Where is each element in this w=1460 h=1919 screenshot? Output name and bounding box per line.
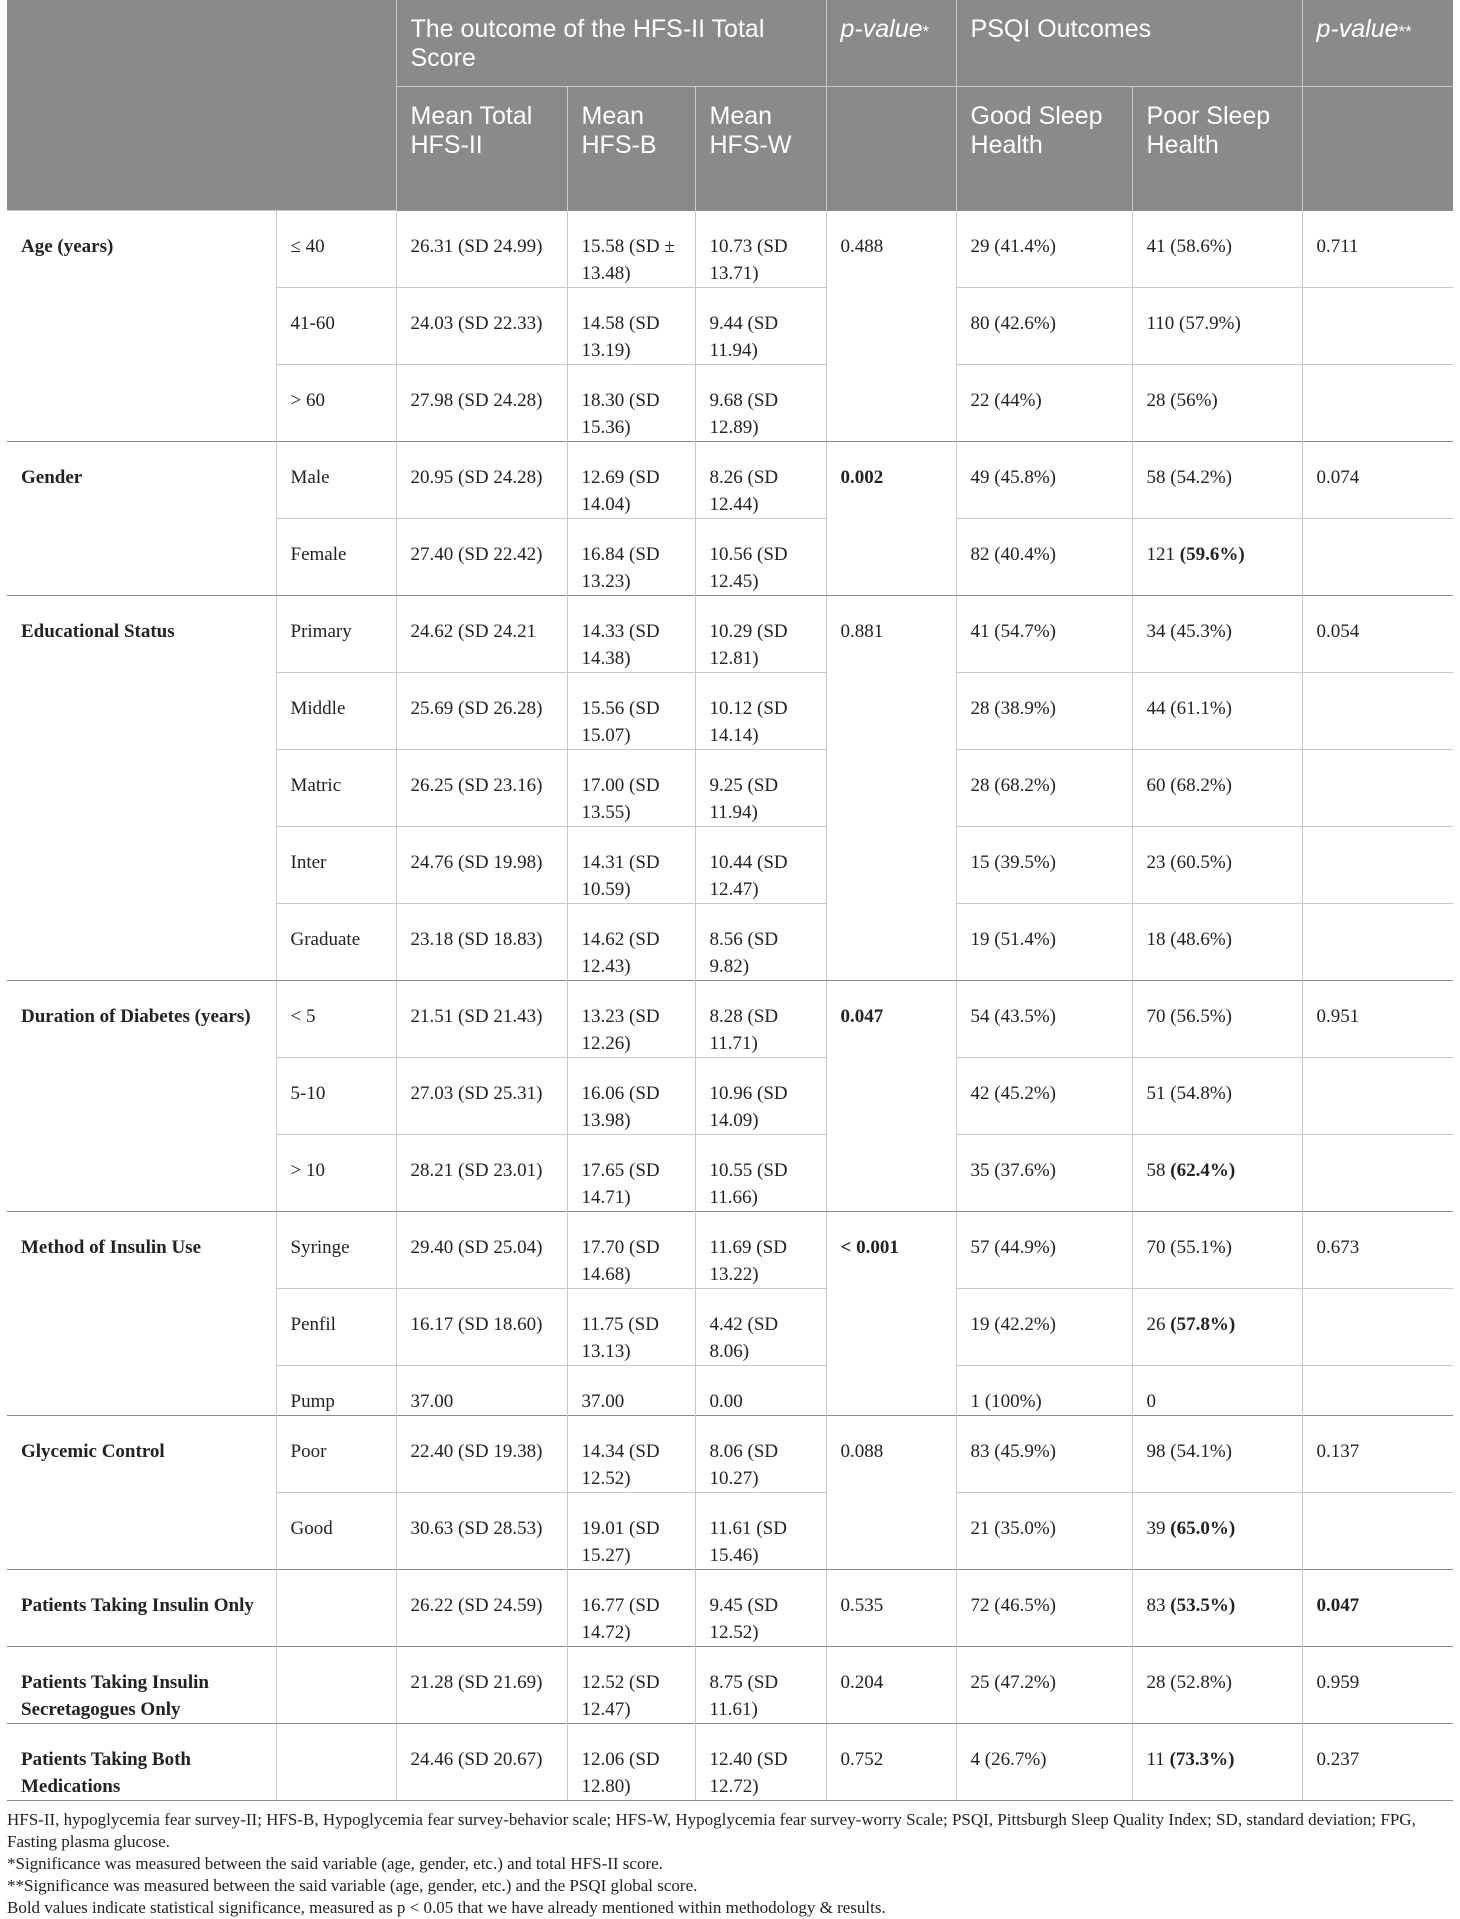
cell-poor-sleep [1132,1135,1302,1212]
footnote-single-asterisk: *Significance was measured between the said variable (age, gender, etc.) and total HFS-II score. [7,1854,663,1873]
poor-sleep-count: 41 (58.6%) [1146,236,1232,257]
poor-sleep-count: 0 [1146,1391,1157,1412]
cell-mean-total: 22.40 (SD 19.38) [396,1416,567,1493]
cell-good-sleep: 28 (38.9%) [956,673,1132,750]
cell-mean-hfs-b: 13.23 (SD 12.26) [567,981,695,1058]
cell-mean-total: 27.03 (SD 25.31) [396,1058,567,1135]
cell-p-value-hfs [826,211,956,442]
table-row [7,1416,1453,1493]
row-group-label: Patients Taking Insulin Only [7,1570,276,1647]
cell-mean-hfs-w: 9.25 (SD 11.94) [695,750,826,827]
cell-mean-total: 37.00 [396,1366,567,1416]
row-category: 41-60 [276,288,396,365]
cell-mean-total: 26.31 (SD 24.99) [396,211,567,288]
footnote-bold-values: Bold values indicate statistical significance, measured as p < 0.05 that we have already mentioned within methodology & results. [7,1898,886,1917]
poor-sleep-percent-value: 73.3% [1175,1749,1229,1770]
cell-good-sleep: 41 (54.7%) [956,596,1132,673]
header-poor-sleep: Poor Sleep Health [1132,87,1302,211]
cell-mean-hfs-b: 37.00 [567,1366,695,1416]
cell-p-value-hfs [826,596,956,981]
cell-p-value-psqi [1302,673,1453,750]
table-row [7,1647,1453,1724]
cell-p-value-psqi [1302,1366,1453,1416]
cell-mean-total: 27.98 (SD 24.28) [396,365,567,442]
cell-good-sleep: 19 (42.2%) [956,1289,1132,1366]
poor-sleep-count: 70 (56.5%) [1146,1006,1232,1027]
cell-p-value-psqi [1302,1647,1453,1724]
poor-sleep-count: 18 (48.6%) [1146,929,1232,950]
table-row [7,442,1453,519]
cell-p-value-psqi [1302,1416,1453,1493]
header-good-sleep: Good Sleep Health [956,87,1132,211]
header-psqi-group: PSQI Outcomes [956,0,1302,87]
cell-p-value-psqi [1302,904,1453,981]
cell-p-value-psqi [1302,1493,1453,1570]
header-p-value-2-label: p-value [1316,15,1399,43]
poor-sleep-count: 28 (56%) [1146,390,1218,411]
cell-mean-hfs-b: 18.30 (SD 15.36) [567,365,695,442]
cell-mean-hfs-w: 10.96 (SD 14.09) [695,1058,826,1135]
p-value-hfs-text: 0.204 [840,1672,884,1693]
cell-good-sleep: 83 (45.9%) [956,1416,1132,1493]
cell-mean-hfs-b: 14.34 (SD 12.52) [567,1416,695,1493]
header-p-value-2 [1302,0,1453,87]
cell-good-sleep: 82 (40.4%) [956,519,1132,596]
poor-sleep-count: 58 [1146,1160,1166,1181]
cell-good-sleep: 25 (47.2%) [956,1647,1132,1724]
cell-mean-hfs-b: 16.84 (SD 13.23) [567,519,695,596]
results-table-container [7,0,1453,1919]
cell-mean-total: 24.62 (SD 24.21 [396,596,567,673]
poor-sleep-percent-value: 53.5% [1176,1595,1229,1616]
poor-sleep-count: 51 (54.8%) [1146,1083,1232,1104]
poor-sleep-count: 70 (55.1%) [1146,1237,1232,1258]
cell-p-value-psqi [1302,519,1453,596]
row-category: Middle [276,673,396,750]
row-category [276,1570,396,1647]
cell-good-sleep: 57 (44.9%) [956,1212,1132,1289]
header-blank [7,0,396,211]
poor-sleep-count: 98 (54.1%) [1146,1441,1232,1462]
poor-sleep-count: 58 (54.2%) [1146,467,1232,488]
row-group-label: Method of Insulin Use [7,1212,276,1416]
cell-good-sleep: 15 (39.5%) [956,827,1132,904]
cell-p-value-hfs [826,1570,956,1647]
table-row [7,1570,1453,1647]
cell-poor-sleep [1132,904,1302,981]
row-category: > 10 [276,1135,396,1212]
row-category: Penfil [276,1289,396,1366]
header-p-value-1-label: p-value [840,15,923,43]
cell-poor-sleep [1132,1289,1302,1366]
cell-mean-total: 16.17 (SD 18.60) [396,1289,567,1366]
row-category: 5-10 [276,1058,396,1135]
cell-mean-hfs-w: 10.12 (SD 14.14) [695,673,826,750]
cell-p-value-psqi [1302,1212,1453,1289]
cell-mean-hfs-b: 17.65 (SD 14.71) [567,1135,695,1212]
poor-sleep-percent-value: 57.8% [1176,1314,1229,1335]
cell-p-value-psqi [1302,827,1453,904]
table-row [7,981,1453,1058]
cell-mean-hfs-b: 12.69 (SD 14.04) [567,442,695,519]
p-value-psqi-text: 0.137 [1316,1441,1360,1462]
cell-poor-sleep [1132,519,1302,596]
row-group-label: Patients Taking Insulin Secretagogues Only [7,1647,276,1724]
poor-sleep-count: 110 (57.9%) [1146,313,1241,334]
cell-mean-hfs-w: 10.29 (SD 12.81) [695,596,826,673]
poor-sleep-count: 60 (68.2%) [1146,775,1232,796]
cell-p-value-hfs [826,1212,956,1416]
cell-mean-hfs-b: 14.33 (SD 14.38) [567,596,695,673]
cell-mean-hfs-w: 9.68 (SD 12.89) [695,365,826,442]
cell-mean-hfs-b: 15.58 (SD ± 13.48) [567,211,695,288]
header-p-value-1-mark: * [922,22,930,41]
row-category: Poor [276,1416,396,1493]
cell-mean-hfs-w: 10.73 (SD 13.71) [695,211,826,288]
results-table [7,0,1453,1801]
cell-p-value-hfs [826,1647,956,1724]
table-row [7,1212,1453,1289]
cell-good-sleep: 21 (35.0%) [956,1493,1132,1570]
cell-p-value-hfs [826,1416,956,1570]
cell-p-value-psqi [1302,1058,1453,1135]
cell-poor-sleep [1132,673,1302,750]
cell-mean-hfs-w: 8.75 (SD 11.61) [695,1647,826,1724]
row-category [276,1647,396,1724]
p-value-psqi-text: 0.074 [1316,467,1360,488]
cell-mean-hfs-b: 11.75 (SD 13.13) [567,1289,695,1366]
cell-poor-sleep [1132,1724,1302,1801]
cell-poor-sleep [1132,1416,1302,1493]
p-value-psqi-text: 0.959 [1316,1672,1360,1693]
cell-poor-sleep [1132,365,1302,442]
p-value-psqi-text: 0.237 [1316,1749,1360,1770]
cell-mean-total: 30.63 (SD 28.53) [396,1493,567,1570]
p-value-hfs-text: < 0.001 [840,1237,899,1258]
row-group-label: Duration of Diabetes (years) [7,981,276,1212]
cell-mean-hfs-b: 17.70 (SD 14.68) [567,1212,695,1289]
p-value-psqi-text: 0.673 [1316,1237,1360,1258]
cell-mean-total: 25.69 (SD 26.28) [396,673,567,750]
cell-good-sleep: 35 (37.6%) [956,1135,1132,1212]
p-value-psqi-text: 0.054 [1316,621,1360,642]
row-category: > 60 [276,365,396,442]
row-category: Syringe [276,1212,396,1289]
cell-good-sleep: 4 (26.7%) [956,1724,1132,1801]
header-p-value-1-blank [826,87,956,211]
cell-poor-sleep [1132,596,1302,673]
table-row [7,211,1453,288]
cell-mean-hfs-b: 17.00 (SD 13.55) [567,750,695,827]
cell-mean-hfs-w: 8.56 (SD 9.82) [695,904,826,981]
poor-sleep-percent-significant: (65.0%) [1170,1518,1236,1539]
cell-mean-hfs-w: 8.28 (SD 11.71) [695,981,826,1058]
cell-p-value-psqi [1302,596,1453,673]
poor-sleep-count: 121 [1146,544,1176,565]
poor-sleep-count: 23 (60.5%) [1146,852,1232,873]
cell-mean-hfs-w: 9.45 (SD 12.52) [695,1570,826,1647]
cell-mean-hfs-w: 11.69 (SD 13.22) [695,1212,826,1289]
cell-mean-hfs-b: 15.56 (SD 15.07) [567,673,695,750]
cell-p-value-psqi [1302,365,1453,442]
cell-p-value-psqi [1302,1570,1453,1647]
cell-p-value-psqi [1302,211,1453,288]
poor-sleep-count: 34 (45.3%) [1146,621,1232,642]
cell-p-value-psqi [1302,442,1453,519]
poor-sleep-percent-significant: (53.5%) [1170,1595,1236,1616]
p-value-hfs-text: 0.535 [840,1595,884,1616]
table-body [7,211,1453,1801]
cell-poor-sleep [1132,1058,1302,1135]
cell-mean-total: 20.95 (SD 24.28) [396,442,567,519]
poor-sleep-count: 28 (52.8%) [1146,1672,1232,1693]
cell-mean-hfs-w: 10.44 (SD 12.47) [695,827,826,904]
cell-p-value-hfs [826,442,956,596]
cell-mean-total: 21.51 (SD 21.43) [396,981,567,1058]
cell-good-sleep: 42 (45.2%) [956,1058,1132,1135]
cell-mean-hfs-w: 4.42 (SD 8.06) [695,1289,826,1366]
cell-mean-hfs-w: 10.56 (SD 12.45) [695,519,826,596]
header-mean-hfs-b: Mean HFS-B [567,87,695,211]
cell-poor-sleep [1132,1570,1302,1647]
row-category: Female [276,519,396,596]
poor-sleep-percent-significant: (57.8%) [1170,1314,1236,1335]
header-mean-hfs-w: Mean HFS-W [695,87,826,211]
cell-mean-hfs-b: 16.77 (SD 14.72) [567,1570,695,1647]
header-mean-total: Mean Total HFS-II [396,87,567,211]
cell-poor-sleep [1132,1647,1302,1724]
poor-sleep-count: 26 [1146,1314,1166,1335]
cell-p-value-psqi [1302,750,1453,827]
row-category: Graduate [276,904,396,981]
p-value-hfs-text: 0.002 [840,467,884,488]
poor-sleep-percent-significant: (59.6%) [1179,544,1245,565]
table-footnotes [7,1801,1453,1919]
poor-sleep-count: 44 (61.1%) [1146,698,1232,719]
cell-good-sleep: 1 (100%) [956,1366,1132,1416]
cell-mean-total: 27.40 (SD 22.42) [396,519,567,596]
poor-sleep-percent-value: 65.0% [1176,1518,1229,1539]
cell-mean-hfs-w: 0.00 [695,1366,826,1416]
row-group-label: Gender [7,442,276,596]
cell-mean-hfs-b: 14.31 (SD 10.59) [567,827,695,904]
cell-poor-sleep [1132,1212,1302,1289]
poor-sleep-percent-value: 59.6% [1186,544,1239,565]
cell-mean-total: 24.46 (SD 20.67) [396,1724,567,1801]
cell-poor-sleep [1132,981,1302,1058]
row-category: Male [276,442,396,519]
cell-mean-hfs-w: 8.26 (SD 12.44) [695,442,826,519]
header-p-value-1 [826,0,956,87]
cell-p-value-hfs [826,1724,956,1801]
cell-poor-sleep [1132,750,1302,827]
row-category: Primary [276,596,396,673]
header-p-value-2-mark: ** [1398,22,1412,41]
poor-sleep-percent-value: 62.4% [1176,1160,1229,1181]
poor-sleep-count: 11 [1146,1749,1165,1770]
footnote-abbreviations: HFS-II, hypoglycemia fear survey-II; HFS-B, Hypoglycemia fear survey-behavior scale; HFS-W, Hypoglycemia fear survey-worry Scale; PSQI, Pittsburgh Sleep Quality Index; SD, standard deviation; FPG, Fasting plasma glucose. [7,1810,1416,1851]
row-group-label: Educational Status [7,596,276,981]
row-group-label: Patients Taking Both Medications [7,1724,276,1801]
cell-good-sleep: 72 (46.5%) [956,1570,1132,1647]
cell-mean-hfs-w: 12.40 (SD 12.72) [695,1724,826,1801]
cell-p-value-psqi [1302,981,1453,1058]
cell-mean-hfs-w: 10.55 (SD 11.66) [695,1135,826,1212]
cell-good-sleep: 19 (51.4%) [956,904,1132,981]
p-value-hfs-text: 0.047 [840,1006,884,1027]
cell-mean-total: 21.28 (SD 21.69) [396,1647,567,1724]
poor-sleep-count: 83 [1146,1595,1166,1616]
cell-p-value-psqi [1302,1289,1453,1366]
table-row [7,1724,1453,1801]
cell-p-value-hfs [826,981,956,1212]
cell-mean-total: 23.18 (SD 18.83) [396,904,567,981]
p-value-psqi-text: 0.711 [1316,236,1359,257]
cell-poor-sleep [1132,1493,1302,1570]
p-value-hfs-text: 0.752 [840,1749,884,1770]
header-hfs-group: The outcome of the HFS-II Total Score [396,0,826,87]
cell-poor-sleep [1132,827,1302,904]
cell-mean-total: 26.25 (SD 23.16) [396,750,567,827]
cell-mean-hfs-b: 12.06 (SD 12.80) [567,1724,695,1801]
p-value-psqi-text: 0.951 [1316,1006,1360,1027]
table-row [7,596,1453,673]
cell-mean-total: 29.40 (SD 25.04) [396,1212,567,1289]
p-value-hfs-text: 0.881 [840,621,884,642]
cell-p-value-psqi [1302,1135,1453,1212]
p-value-hfs-text: 0.488 [840,236,884,257]
poor-sleep-count: 39 [1146,1518,1166,1539]
cell-good-sleep: 22 (44%) [956,365,1132,442]
poor-sleep-percent-significant: (62.4%) [1170,1160,1236,1181]
cell-good-sleep: 80 (42.6%) [956,288,1132,365]
cell-mean-hfs-w: 11.61 (SD 15.46) [695,1493,826,1570]
row-category [276,1724,396,1801]
cell-mean-hfs-b: 19.01 (SD 15.27) [567,1493,695,1570]
row-category: Inter [276,827,396,904]
cell-mean-hfs-b: 14.58 (SD 13.19) [567,288,695,365]
cell-mean-hfs-w: 8.06 (SD 10.27) [695,1416,826,1493]
row-category: Good [276,1493,396,1570]
cell-mean-hfs-b: 14.62 (SD 12.43) [567,904,695,981]
cell-good-sleep: 54 (43.5%) [956,981,1132,1058]
p-value-hfs-text: 0.088 [840,1441,884,1462]
p-value-psqi-text: 0.047 [1316,1595,1360,1616]
cell-poor-sleep [1132,442,1302,519]
poor-sleep-percent-significant: (73.3%) [1169,1749,1235,1770]
cell-mean-total: 28.21 (SD 23.01) [396,1135,567,1212]
cell-mean-hfs-w: 9.44 (SD 11.94) [695,288,826,365]
cell-poor-sleep [1132,288,1302,365]
row-category: Pump [276,1366,396,1416]
header-p-value-2-blank [1302,87,1453,211]
row-group-label: Age (years) [7,211,276,442]
cell-p-value-psqi [1302,1724,1453,1801]
cell-mean-total: 24.76 (SD 19.98) [396,827,567,904]
cell-good-sleep: 49 (45.8%) [956,442,1132,519]
table-header [7,0,1453,211]
cell-mean-total: 24.03 (SD 22.33) [396,288,567,365]
cell-poor-sleep [1132,1366,1302,1416]
cell-mean-hfs-b: 16.06 (SD 13.98) [567,1058,695,1135]
footnote-double-asterisk: **Significance was measured between the said variable (age, gender, etc.) and the PSQI global score. [7,1876,698,1895]
cell-mean-hfs-b: 12.52 (SD 12.47) [567,1647,695,1724]
cell-mean-total: 26.22 (SD 24.59) [396,1570,567,1647]
row-group-label: Glycemic Control [7,1416,276,1570]
cell-p-value-psqi [1302,288,1453,365]
row-category: Matric [276,750,396,827]
cell-good-sleep: 28 (68.2%) [956,750,1132,827]
cell-good-sleep: 29 (41.4%) [956,211,1132,288]
row-category: < 5 [276,981,396,1058]
row-category: ≤ 40 [276,211,396,288]
cell-poor-sleep [1132,211,1302,288]
